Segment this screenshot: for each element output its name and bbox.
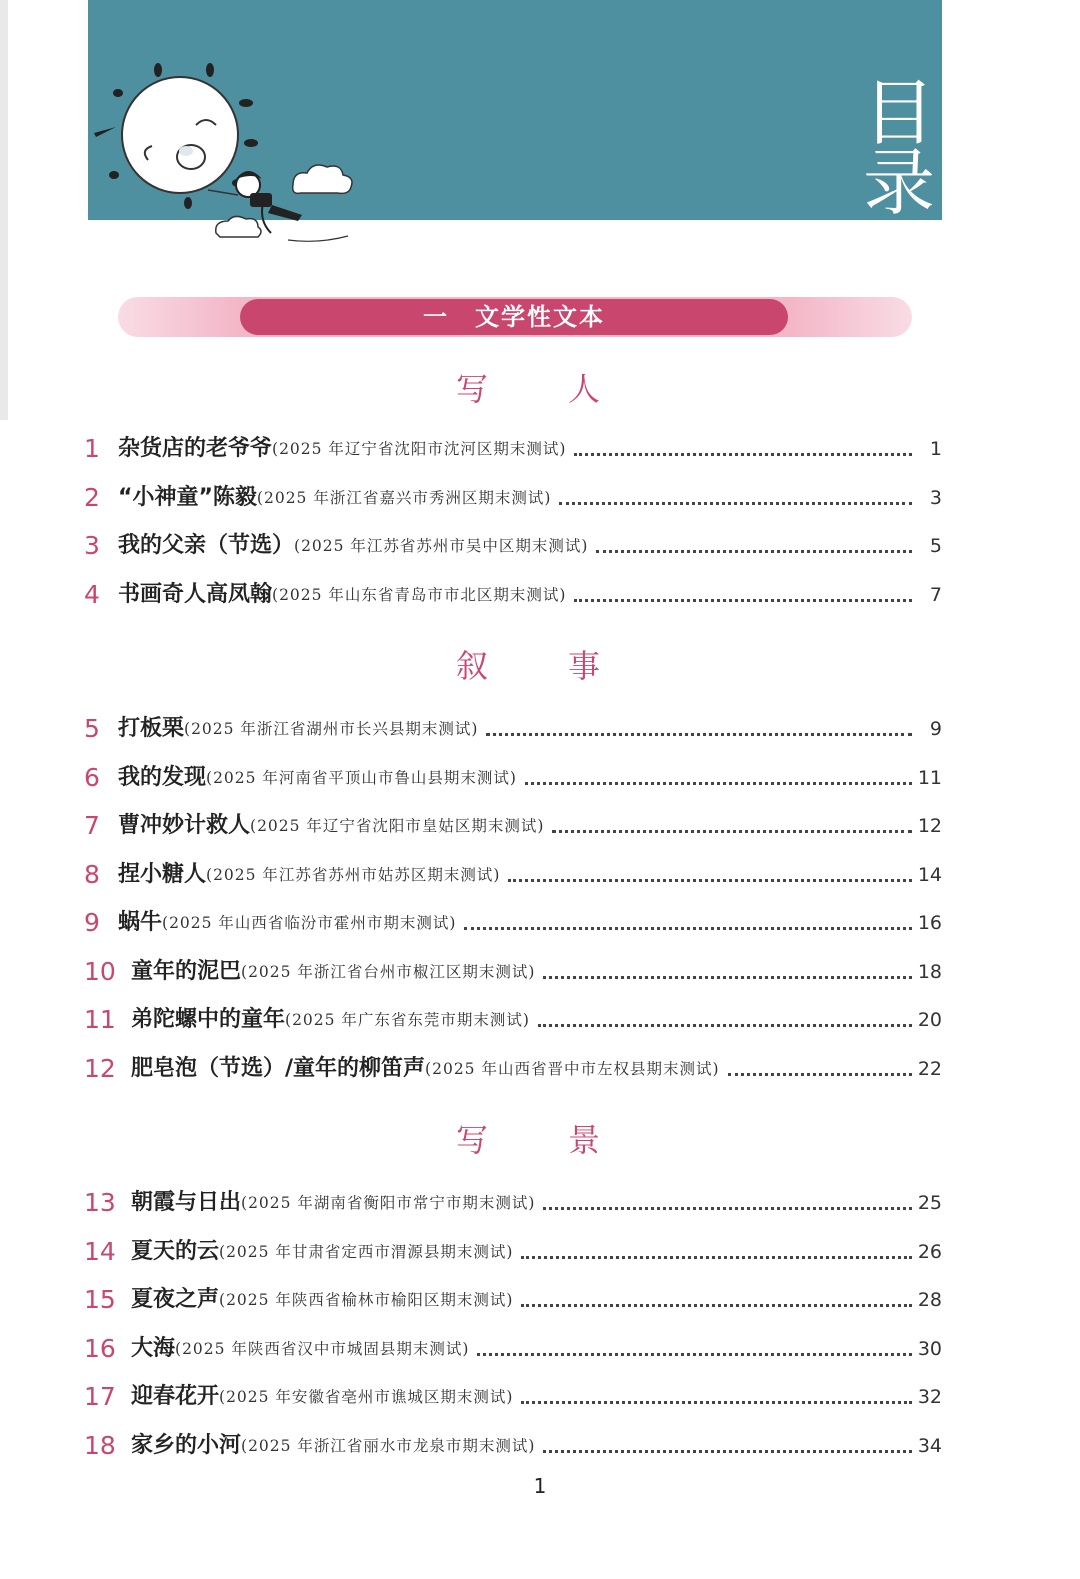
toc-entry[interactable] [84, 479, 942, 513]
banner-title-char-1: 目 [862, 71, 935, 155]
entry-number: 5 [84, 714, 100, 743]
group-heading-scenery: 写 景 [455, 1121, 624, 1159]
dot-leader [574, 599, 912, 602]
entry-number: 18 [84, 1431, 116, 1460]
dot-leader [559, 502, 912, 505]
toc-entry[interactable] [84, 1281, 942, 1315]
entry-title: 我的父亲（节选） [118, 533, 295, 558]
entry-number: 4 [84, 580, 100, 609]
entry-page: 7 [929, 584, 942, 606]
entry-source: (2025 年山东省青岛市市北区期末测试) [272, 586, 567, 604]
entry-title: 弟陀螺中的童年 [131, 1007, 286, 1032]
dot-leader [521, 1304, 911, 1307]
entry-page: 28 [917, 1289, 942, 1311]
entry-source: (2025 年浙江省嘉兴市秀洲区期末测试) [256, 489, 552, 507]
toc-entry[interactable] [84, 710, 942, 744]
entry-title: 大海 [131, 1336, 176, 1361]
entry-title: 迎春花开 [131, 1384, 220, 1409]
entry-title: 杂货店的老爷爷 [118, 436, 273, 461]
entry-page: 25 [917, 1192, 942, 1214]
entry-page: 11 [917, 767, 942, 789]
entry-number: 3 [84, 531, 100, 560]
toc-entry[interactable] [84, 1233, 942, 1267]
banner-title [860, 71, 938, 225]
dot-leader [521, 1256, 911, 1259]
entry-title: 我的发现 [118, 765, 207, 790]
entry-page: 1 [929, 438, 942, 460]
entry-number: 11 [84, 1005, 116, 1034]
entry-title: 捏小糖人 [118, 862, 207, 887]
dot-leader [574, 453, 912, 456]
entry-number: 17 [84, 1382, 116, 1411]
entry-page: 9 [929, 718, 942, 740]
toc-entry[interactable] [84, 1001, 942, 1035]
entry-page: 12 [917, 815, 942, 837]
dot-leader [543, 1450, 911, 1453]
entry-source: (2025 年安徽省亳州市谯城区期末测试) [219, 1388, 514, 1406]
cloud-icon [216, 165, 352, 237]
sun-balloon-illustration [88, 55, 368, 255]
toc-entry[interactable] [84, 576, 942, 610]
entry-page: 26 [917, 1241, 942, 1263]
entry-source: (2025 年湖南省衡阳市常宁市期末测试) [241, 1194, 536, 1212]
toc-entry[interactable] [84, 1184, 942, 1218]
entry-source: (2025 年浙江省丽水市龙泉市期末测试) [241, 1437, 536, 1455]
toc-entry[interactable] [84, 527, 942, 561]
dot-leader [525, 782, 912, 785]
footer-page-number: 1 [533, 1474, 547, 1498]
entry-source: (2025 年辽宁省沈阳市沈河区期末测试) [272, 440, 567, 458]
entry-number: 10 [84, 957, 116, 986]
entry-page: 32 [917, 1386, 942, 1408]
dot-leader [538, 1024, 912, 1027]
entry-number: 12 [84, 1054, 116, 1083]
entry-title: 夏天的云 [131, 1239, 220, 1264]
entry-title: 朝霞与日出 [131, 1190, 242, 1215]
entry-page: 34 [917, 1435, 942, 1457]
dot-leader [596, 550, 912, 553]
entry-source: (2025 年浙江省湖州市长兴县期末测试) [184, 720, 479, 738]
entry-source: (2025 年河南省平顶山市鲁山县期末测试) [206, 769, 517, 787]
entry-source: (2025 年陕西省汉中市城固县期末测试) [175, 1340, 470, 1358]
entry-title: 蜗牛 [118, 910, 163, 935]
dot-leader [728, 1073, 912, 1076]
toc-entry[interactable] [84, 953, 942, 987]
entry-page: 30 [917, 1338, 942, 1360]
toc-entry[interactable] [84, 807, 942, 841]
entry-title: 家乡的小河 [131, 1433, 242, 1458]
entry-title: 肥皂泡（节选）/童年的柳笛声 [131, 1056, 426, 1081]
entry-title: “小神童”陈毅 [118, 485, 257, 510]
entry-page: 18 [917, 961, 942, 983]
group-heading-narrative: 叙 事 [455, 647, 624, 685]
entry-title: 童年的泥巴 [131, 959, 242, 984]
entry-number: 15 [84, 1285, 116, 1314]
toc-entry[interactable] [84, 759, 942, 793]
dot-leader [552, 830, 911, 833]
toc-entry[interactable] [84, 430, 942, 464]
group-heading-people: 写 人 [455, 370, 624, 408]
entry-number: 9 [84, 908, 100, 937]
page-edge-shadow [0, 0, 8, 420]
entry-number: 13 [84, 1188, 116, 1217]
entry-number: 2 [84, 483, 100, 512]
entry-number: 6 [84, 763, 100, 792]
toc-entry[interactable] [84, 1050, 942, 1084]
entry-page: 5 [929, 535, 942, 557]
entry-source: (2025 年江苏省苏州市姑苏区期末测试) [206, 866, 501, 884]
entry-source: (2025 年江苏省苏州市吴中区期末测试) [294, 537, 589, 555]
entry-page: 3 [929, 487, 942, 509]
toc-entry[interactable] [84, 1378, 942, 1412]
dot-leader [486, 733, 912, 736]
entry-title: 打板栗 [118, 716, 185, 741]
entry-number: 7 [84, 811, 100, 840]
entry-source: (2025 年浙江省台州市椒江区期末测试) [241, 963, 536, 981]
toc-entry[interactable] [84, 1330, 942, 1364]
sun-icon [122, 77, 238, 193]
entry-page: 14 [917, 864, 942, 886]
entry-title: 夏夜之声 [131, 1287, 220, 1312]
dot-leader [543, 1207, 911, 1210]
entry-page: 20 [917, 1009, 942, 1031]
section-bar [118, 297, 912, 337]
entry-number: 14 [84, 1237, 116, 1266]
dot-leader [521, 1401, 911, 1404]
dot-leader [508, 879, 911, 882]
entry-source: (2025 年辽宁省沈阳市皇姑区期末测试) [250, 817, 545, 835]
dot-leader [543, 976, 911, 979]
entry-number: 16 [84, 1334, 116, 1363]
dot-leader [464, 927, 911, 930]
entry-number: 8 [84, 860, 100, 889]
toc-entry[interactable] [84, 1427, 942, 1461]
dot-leader [477, 1353, 911, 1356]
entry-page: 16 [917, 912, 942, 934]
entry-title: 书画奇人高凤翰 [118, 582, 273, 607]
entry-source: (2025 年陕西省榆林市榆阳区期末测试) [219, 1291, 514, 1309]
toc-entry[interactable] [84, 904, 942, 938]
entry-source: (2025 年广东省东莞市期末测试) [285, 1011, 530, 1029]
entry-source: (2025 年山西省晋中市左权县期末测试) [425, 1060, 720, 1078]
entry-title: 曹冲妙计救人 [118, 813, 251, 838]
swoosh-icon [288, 236, 348, 241]
section-title: 一 文学性文本 [240, 299, 788, 335]
entry-page: 22 [917, 1058, 942, 1080]
toc-entry[interactable] [84, 856, 942, 890]
entry-source: (2025 年甘肃省定西市渭源县期末测试) [219, 1243, 514, 1261]
banner-title-char-2: 录 [862, 141, 935, 225]
entry-source: (2025 年山西省临汾市霍州市期末测试) [162, 914, 457, 932]
entry-number: 1 [84, 434, 100, 463]
